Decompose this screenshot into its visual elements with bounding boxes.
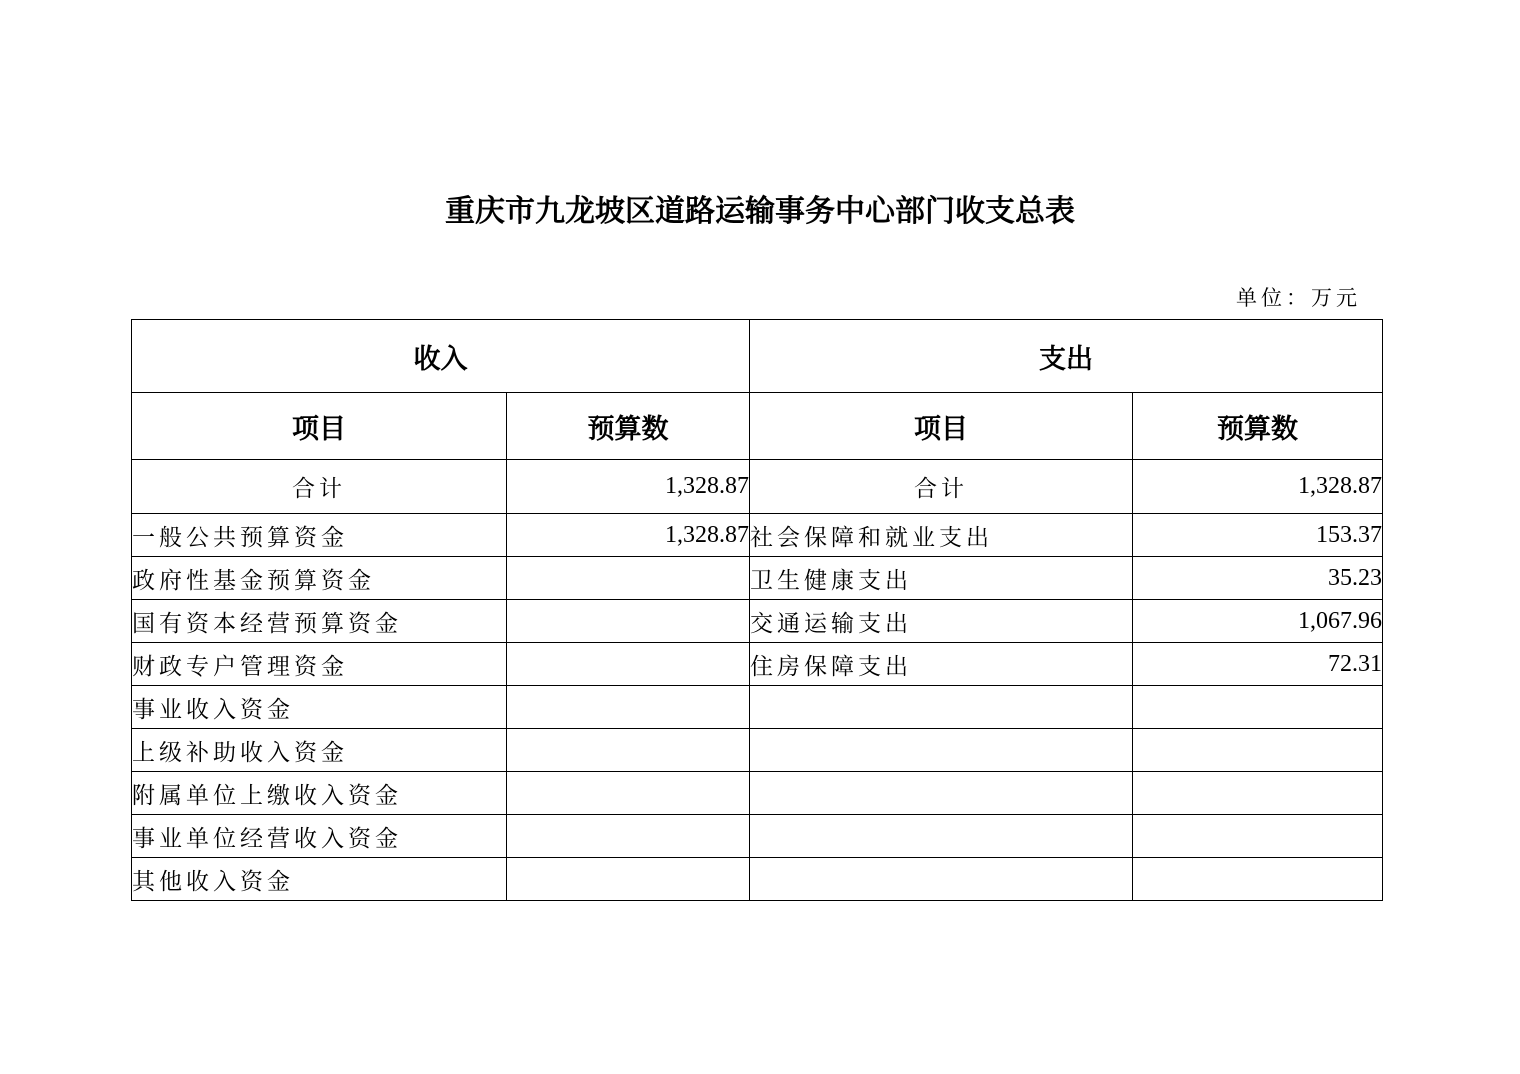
expense-budget-header: 预算数 [1133, 393, 1383, 460]
expense-value [1133, 858, 1383, 901]
income-item: 事业收入资金 [132, 686, 507, 729]
table-row [132, 557, 1383, 600]
income-value [507, 858, 750, 901]
expense-value: 72.31 [1133, 643, 1383, 686]
income-value [507, 643, 750, 686]
income-value [507, 600, 750, 643]
expense-value [1133, 686, 1383, 729]
expense-item [750, 729, 1133, 772]
total-row [132, 460, 1383, 514]
header-row-2 [132, 393, 1383, 460]
income-total-label: 合计 [132, 460, 507, 514]
table-row [132, 686, 1383, 729]
table-row [132, 858, 1383, 901]
expense-item-header: 项目 [750, 393, 1133, 460]
income-budget-header: 预算数 [507, 393, 750, 460]
income-item: 其他收入资金 [132, 858, 507, 901]
expense-item [750, 772, 1133, 815]
expense-value: 153.37 [1133, 514, 1383, 557]
expense-item [750, 858, 1133, 901]
income-item: 政府性基金预算资金 [132, 557, 507, 600]
header-row-1 [132, 320, 1383, 393]
income-item: 事业单位经营收入资金 [132, 815, 507, 858]
table-row [132, 729, 1383, 772]
income-item-header: 项目 [132, 393, 507, 460]
expense-total-value: 1,328.87 [1133, 460, 1383, 514]
income-value [507, 729, 750, 772]
table-row [132, 643, 1383, 686]
expense-item: 交通运输支出 [750, 600, 1133, 643]
income-value [507, 815, 750, 858]
income-item: 上级补助收入资金 [132, 729, 507, 772]
table-row [132, 514, 1383, 557]
expense-item: 卫生健康支出 [750, 557, 1133, 600]
unit-label: 单位：万元 [1236, 286, 1361, 310]
table-row [132, 772, 1383, 815]
income-item: 国有资本经营预算资金 [132, 600, 507, 643]
budget-table [131, 319, 1383, 901]
income-value [507, 772, 750, 815]
income-value [507, 557, 750, 600]
expense-value [1133, 729, 1383, 772]
table-row [132, 600, 1383, 643]
expense-item [750, 686, 1133, 729]
expense-value: 1,067.96 [1133, 600, 1383, 643]
expense-value [1133, 772, 1383, 815]
page-title: 重庆市九龙坡区道路运输事务中心部门收支总表 [445, 194, 1075, 229]
income-item: 财政专户管理资金 [132, 643, 507, 686]
income-header: 收入 [132, 320, 750, 393]
income-value [507, 686, 750, 729]
expense-value: 35.23 [1133, 557, 1383, 600]
table-row [132, 815, 1383, 858]
expense-header: 支出 [750, 320, 1383, 393]
income-total-value: 1,328.87 [507, 460, 750, 514]
income-item: 附属单位上缴收入资金 [132, 772, 507, 815]
expense-item: 住房保障支出 [750, 643, 1133, 686]
expense-total-label: 合计 [750, 460, 1133, 514]
expense-value [1133, 815, 1383, 858]
income-item: 一般公共预算资金 [132, 514, 507, 557]
income-value: 1,328.87 [507, 514, 750, 557]
expense-item: 社会保障和就业支出 [750, 514, 1133, 557]
expense-item [750, 815, 1133, 858]
